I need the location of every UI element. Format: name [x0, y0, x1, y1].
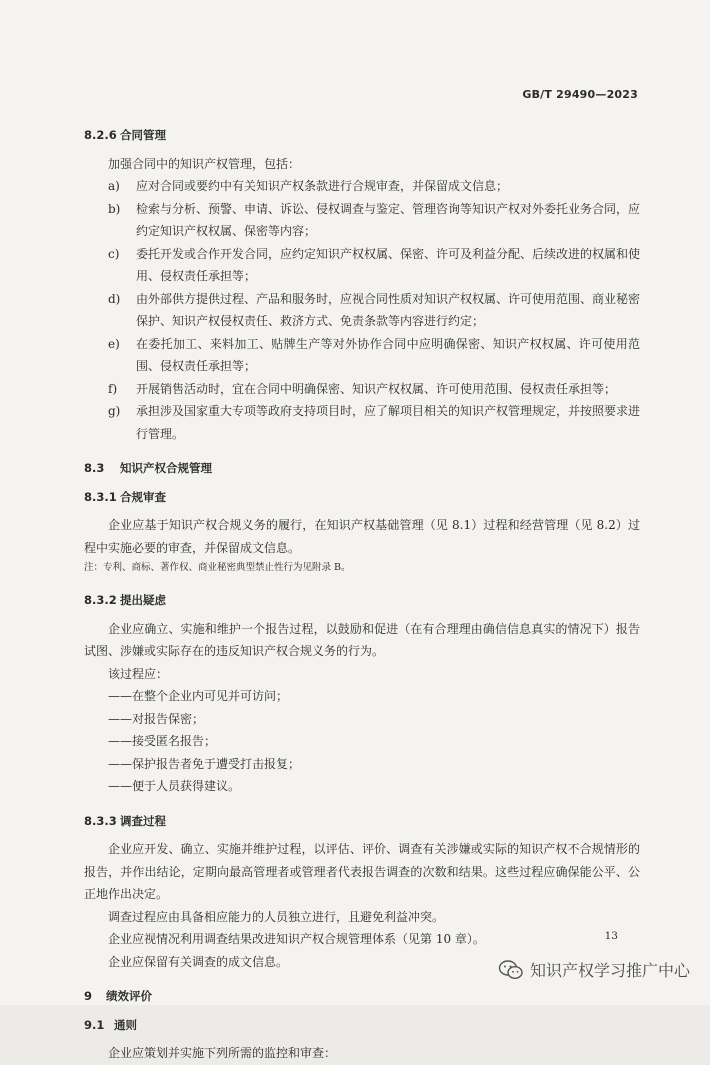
heading-number: 8.3: [84, 461, 105, 475]
heading-8-3-2: [84, 589, 640, 612]
heading-title: 通则: [114, 1017, 137, 1032]
watermark-text: 知识产权学习推广中心: [529, 961, 690, 980]
paragraph: 加强合同中的知识产权管理，包括：: [108, 156, 301, 171]
page-content: [84, 124, 640, 1065]
list-text: 由外部供方提供过程、产品和服务时，应视合同性质对知识产权权属、许可使用范围、商业秘密保护、知识产权侵权责任、救济方式、免责条款等内容进行约定；: [136, 291, 641, 328]
list-label: g): [108, 404, 121, 418]
list-item: [84, 333, 640, 378]
heading-number: 8.2.6: [84, 128, 117, 142]
dash-item: ——对报告保密；: [108, 711, 205, 726]
dash-item: ——接受匿名报告；: [108, 734, 217, 748]
note: 注：专利、商标、著作权、商业秘密典型禁止性行为见附录 B。: [84, 562, 351, 573]
list-text: 委托开发或合作开发合同，应约定知识产权权属、保密、许可及利益分配、后续改进的权属和使用、侵权责任承担等；: [136, 246, 641, 283]
list-text: 应对合同或要约中有关知识产权条款进行合规审查，并保留成文信息；: [136, 179, 509, 193]
dash-item: ——便于人员获得建议。: [108, 779, 241, 793]
list-text: 承担涉及国家重大专项等政府支持项目时，应了解项目相关的知识产权管理规定，并按照要求进行管理。: [136, 404, 641, 441]
list-label: c): [108, 246, 120, 261]
list-label: e): [108, 336, 120, 351]
watermark: [498, 958, 690, 981]
heading-number: 8.3.2: [84, 593, 117, 607]
dash-item: ——保护报告者免于遭受打击报复；: [108, 756, 301, 771]
list-item: [84, 378, 640, 401]
paragraph: 企业应基于知识产权合规义务的履行，在知识产权基础管理（见 8.1）过程和经营管理（见 8.2）过程中实施必要的审查，并保留成文信息。: [84, 518, 640, 555]
heading-number: 9: [84, 989, 93, 1003]
list-item: [84, 288, 640, 333]
heading-9-1: [84, 1014, 640, 1037]
list-label: b): [108, 201, 121, 216]
list-text: 在委托加工、来料加工、贴牌生产等对外协作合同中应明确保密、知识产权权属、许可使用范围、侵权责任承担等；: [136, 336, 640, 373]
heading-8-3-3: [84, 810, 640, 833]
list-label: d): [108, 291, 121, 306]
paragraph: 企业应开发、确立、实施并维护过程，以评估、评价、调查有关涉嫌或实际的知识产权不合规情形的报告，并作出结论，定期向最高管理者或管理者代表报告调查的次数和结果。这些过程应确保能公平、公正地作出决定。: [84, 842, 640, 901]
heading-number: 8.3.1: [84, 489, 117, 504]
heading-number: 8.3.3: [84, 813, 117, 828]
list-item: [84, 175, 640, 198]
list-label: a): [108, 179, 120, 193]
page-number: 13: [604, 930, 618, 942]
paragraph: 企业应视情况利用调查结果改进知识产权合规管理体系（见第 10 章）。: [108, 932, 485, 946]
heading-9: [84, 985, 640, 1008]
heading-number: 9.1: [84, 1017, 105, 1032]
heading-8-3-1: [84, 486, 640, 509]
standard-code: GB/T 29490—2023: [522, 88, 638, 101]
paragraph: 企业应保留有关调查的成文信息。: [108, 954, 289, 969]
list-text: 开展销售活动时，宜在合同中明确保密、知识产权权属、许可使用范围、侵权责任承担等；: [136, 381, 617, 396]
paragraph: 调查过程应由具备相应能力的人员独立进行，且避免利益冲突。: [108, 909, 445, 924]
heading-title: 绩效评价: [106, 989, 152, 1003]
wechat-icon: [498, 959, 524, 981]
heading-title: 调查过程: [120, 813, 166, 828]
heading-8-3: [84, 457, 640, 480]
heading-title: 提出疑虑: [120, 593, 166, 607]
paragraph: 企业应策划并实施下列所需的监控和审查：: [108, 1046, 337, 1060]
list-item: [84, 400, 640, 445]
dash-item: ——在整个企业内可见并可访问；: [108, 689, 289, 703]
heading-title: 合同管理: [120, 128, 166, 142]
list-label: f): [108, 381, 118, 396]
heading-title: 知识产权合规管理: [120, 461, 212, 475]
heading-title: 合规审查: [120, 489, 166, 504]
paragraph: 该过程应：: [108, 666, 169, 681]
paragraph: 企业应确立、实施和维护一个报告过程，以鼓励和促进（在有合理理由确信信息真实的情况下）报告试图、涉嫌或实际存在的违反知识产权合规义务的行为。: [84, 621, 640, 658]
list-text: 检索与分析、预警、申请、诉讼、侵权调查与鉴定、管理咨询等知识产权对外委托业务合同，应约定知识产权权属、保密等内容；: [136, 201, 641, 238]
heading-8-2-6: [84, 124, 640, 147]
list-item: [84, 198, 640, 243]
list-item: [84, 243, 640, 288]
